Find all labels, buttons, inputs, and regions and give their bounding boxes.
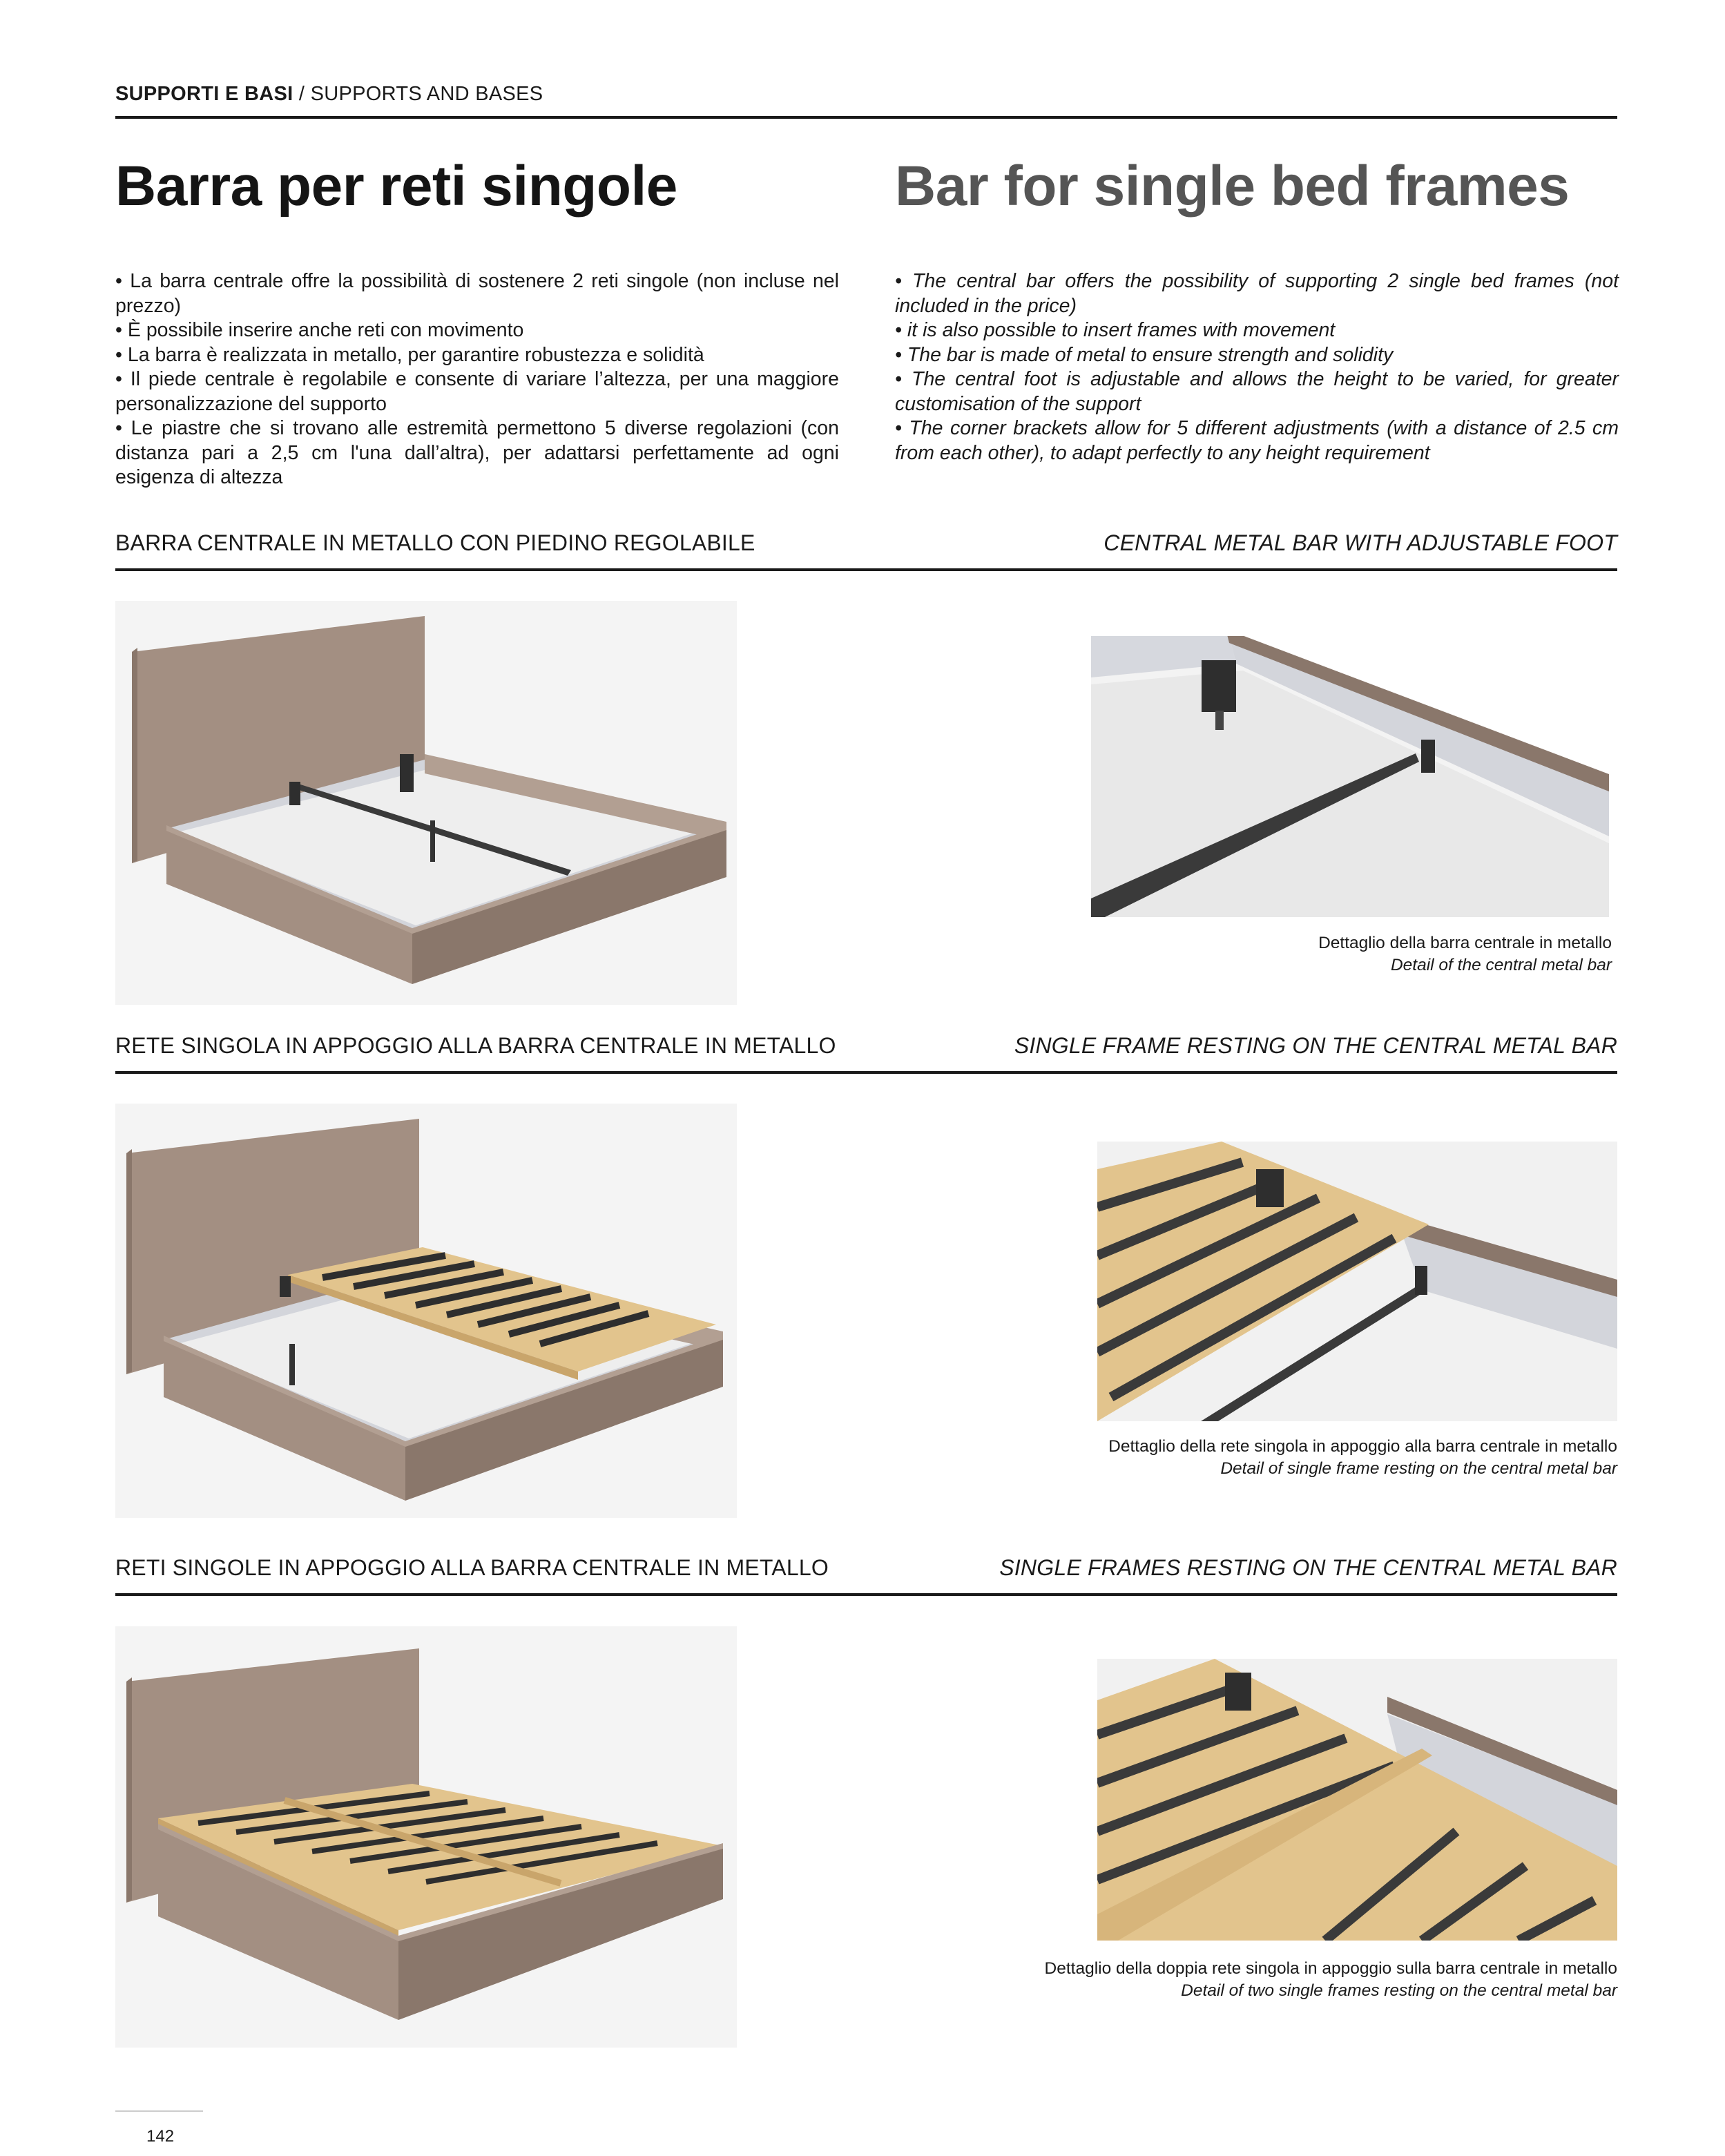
- description-en-item: • The central bar offers the possibility of supporting 2 single bed frames (not included in the price): [895, 270, 1619, 317]
- section-3-heading-en: SINGLE FRAMES RESTING ON THE CENTRAL METAL BAR: [999, 1555, 1617, 1580]
- section-2-caption-it: Dettaglio della rete singola in appoggio alla barra centrale in metallo: [1108, 1437, 1617, 1456]
- description-en-item: • The corner brackets allow for 5 different adjustments (with a distance of 2.5 cm from each other), to adapt perfectly to any height requirement: [895, 417, 1619, 464]
- page-number: 142: [146, 2127, 175, 2146]
- section-2-caption-en: Detail of single frame resting on the central metal bar: [1220, 1459, 1617, 1478]
- kicker-separator: /: [293, 83, 311, 105]
- header-rule: [115, 116, 1617, 119]
- description-it: [115, 269, 839, 490]
- section-1-caption-it: Dettaglio della barra centrale in metallo: [1318, 934, 1612, 952]
- bed-with-two-frames-photo: [115, 1626, 737, 2048]
- description-it-item: • Il piede centrale è regolabile e consente di variare l’altezza, per una maggiore personalizzazione del supporto: [115, 368, 839, 415]
- single-frame-detail-photo: [1097, 1142, 1617, 1421]
- section-kicker-en: SUPPORTS AND BASES: [310, 83, 543, 105]
- description-en-item: • it is also possible to insert frames with movement: [895, 319, 1336, 341]
- section-2-rule: [115, 1071, 1617, 1074]
- description-it-item: • Le piastre che si trovano alle estremità permettono 5 diverse regolazioni (con distanza pari a 2,5 cm l'una dall’altra), per adattarsi perfettamente ad ogni esigenza di altezza: [115, 417, 839, 488]
- page-title-it: Barra per reti singole: [115, 155, 677, 218]
- section-2-heading-it: RETE SINGOLA IN APPOGGIO ALLA BARRA CENTRALE IN METALLO: [115, 1033, 836, 1058]
- section-2-heading-en: SINGLE FRAME RESTING ON THE CENTRAL METAL BAR: [1014, 1033, 1617, 1058]
- two-frames-detail-photo: [1097, 1659, 1617, 1941]
- page-title-en: Bar for single bed frames: [895, 155, 1570, 218]
- section-2-caption: [1108, 1436, 1617, 1480]
- bed-with-single-frame-photo: [115, 1104, 737, 1518]
- section-3-heading-it: RETI SINGOLE IN APPOGGIO ALLA BARRA CENTRALE IN METALLO: [115, 1555, 829, 1580]
- description-it-item: • È possibile inserire anche reti con movimento: [115, 319, 524, 341]
- bed-with-central-bar-photo: [115, 601, 737, 1005]
- section-3-caption: [1045, 1958, 1617, 2002]
- central-bar-detail-photo: [1091, 636, 1609, 917]
- section-3-caption-it: Dettaglio della doppia rete singola in appoggio sulla barra centrale in metallo: [1044, 1959, 1617, 1978]
- description-en-item: • The bar is made of metal to ensure strength and solidity: [895, 343, 1394, 366]
- section-3-rule: [115, 1593, 1617, 1596]
- section-1-caption: [1318, 932, 1612, 976]
- section-kicker-it: SUPPORTI E BASI: [115, 83, 293, 105]
- description-it-item: • La barra è realizzata in metallo, per garantire robustezza e solidità: [115, 343, 704, 366]
- section-1-rule: [115, 568, 1617, 571]
- section-3-caption-en: Detail of two single frames resting on the central metal bar: [1181, 1981, 1617, 2000]
- description-en: [895, 269, 1619, 465]
- section-1-heading-it: BARRA CENTRALE IN METALLO CON PIEDINO REGOLABILE: [115, 530, 755, 555]
- footer-rule: [115, 2110, 203, 2112]
- description-it-item: • La barra centrale offre la possibilità di sostenere 2 reti singole (non incluse nel prezzo): [115, 270, 839, 317]
- section-1-caption-en: Detail of the central metal bar: [1390, 956, 1612, 974]
- section-1-heading-en: CENTRAL METAL BAR WITH ADJUSTABLE FOOT: [1104, 530, 1617, 555]
- section-kicker: [115, 83, 543, 106]
- description-en-item: • The central foot is adjustable and allows the height to be varied, for greater customisation of the support: [895, 368, 1619, 415]
